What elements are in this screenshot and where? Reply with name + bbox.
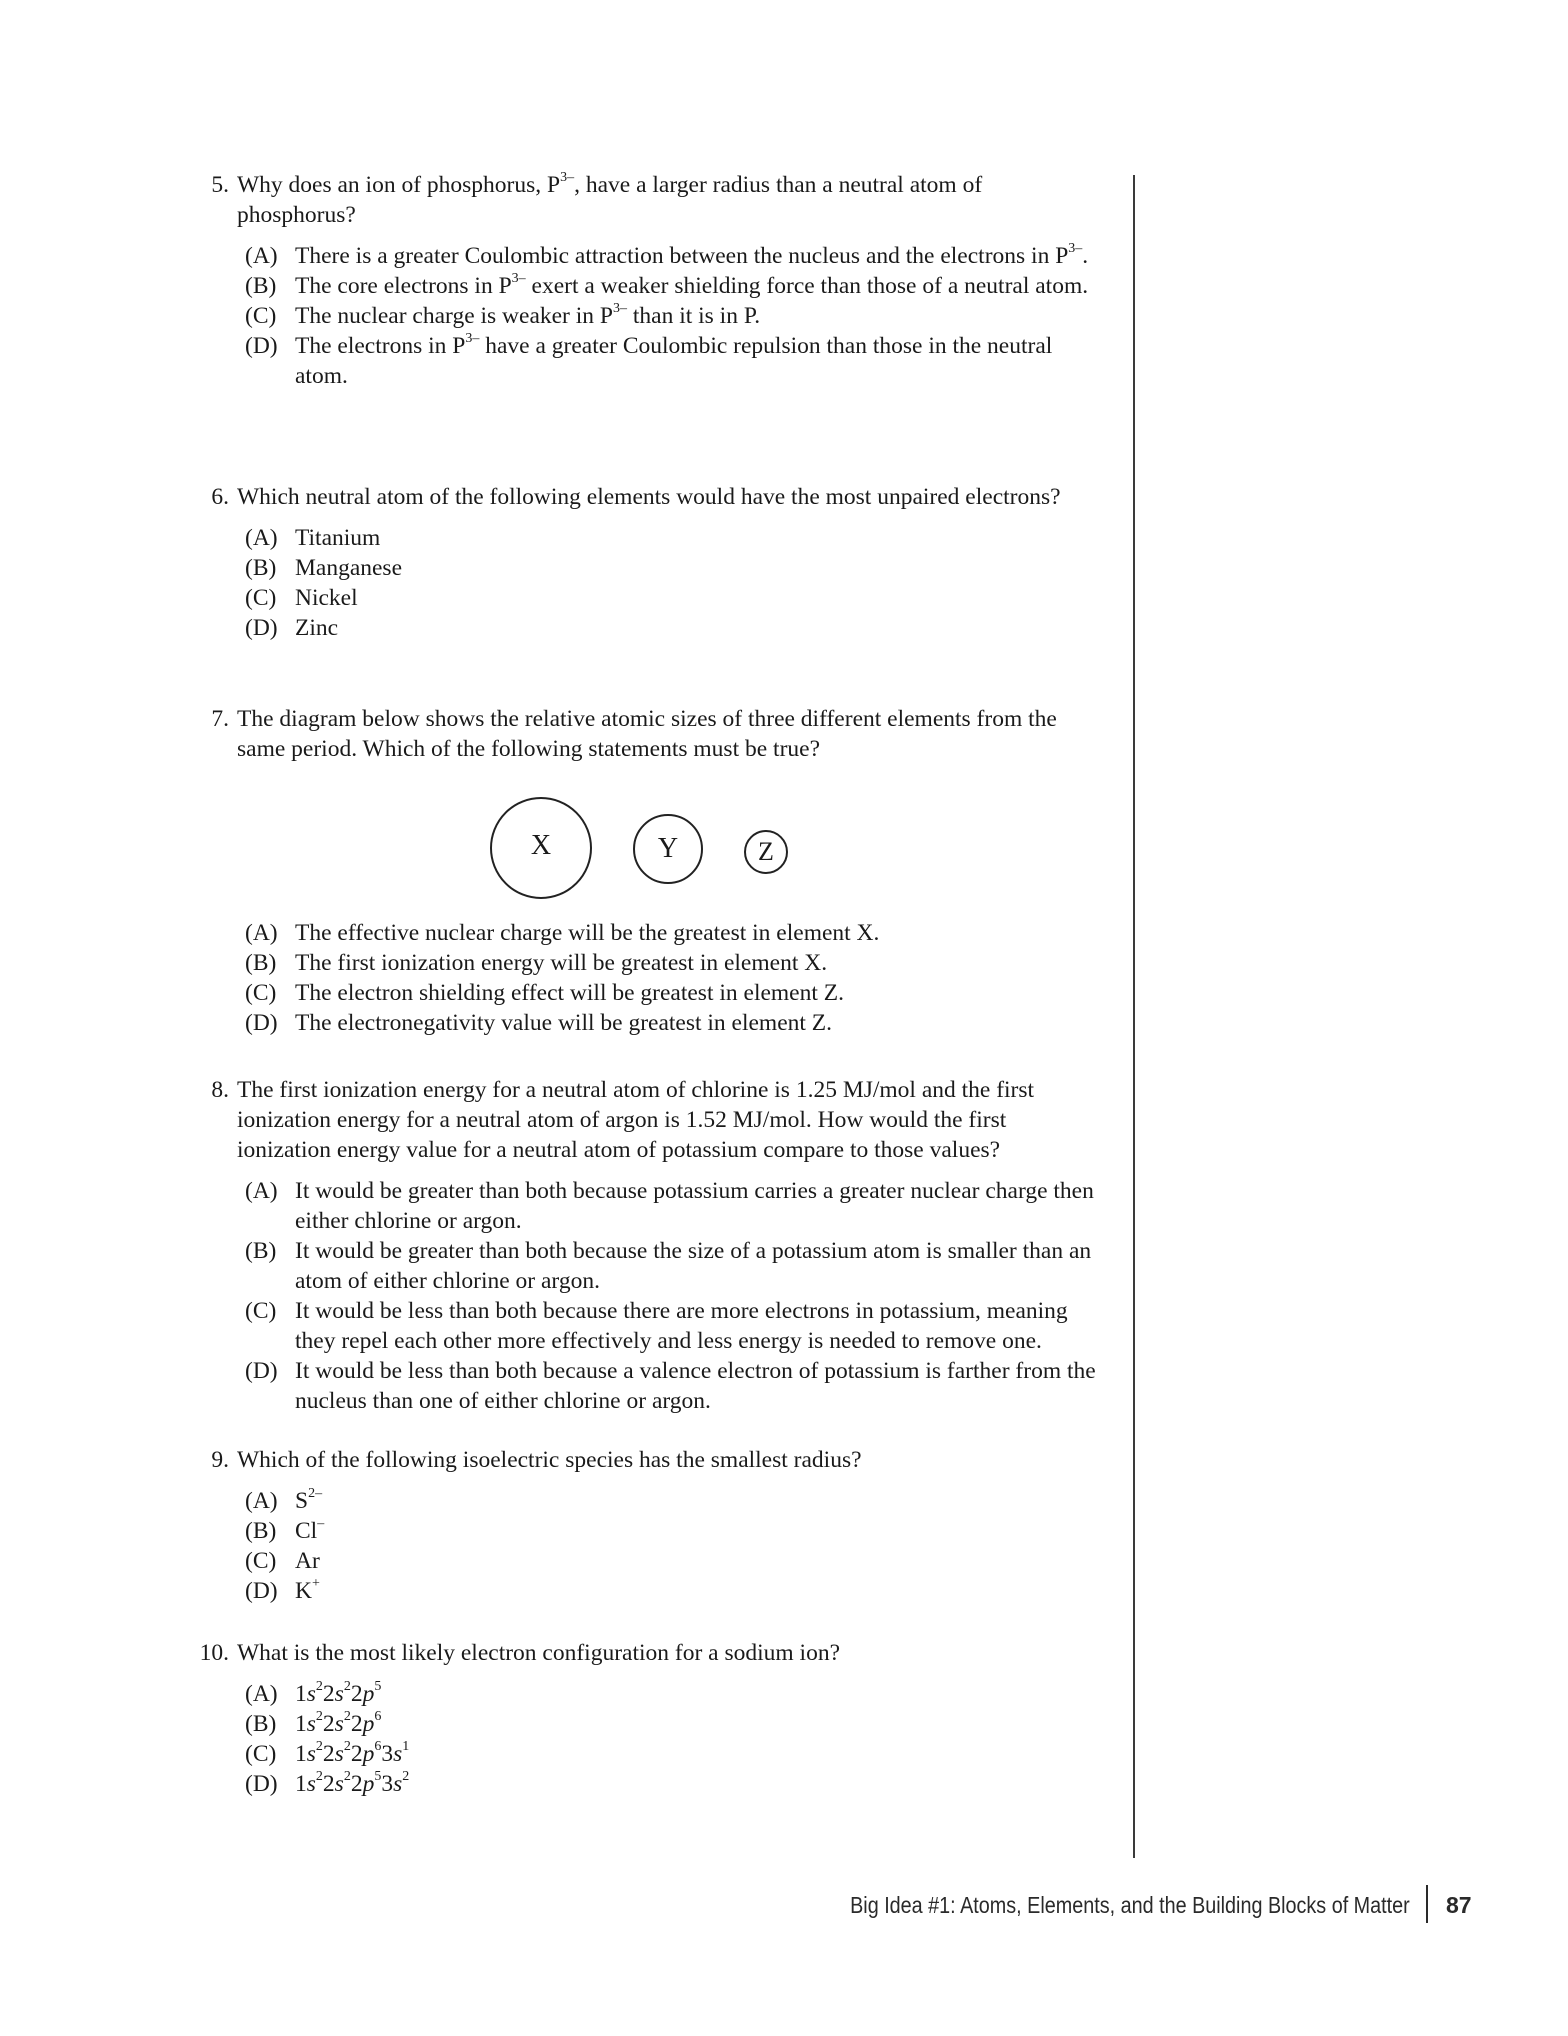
page-footer <box>0 1885 1568 1925</box>
choice-d: (D) $1s^22s^22p^53s^2$ <box>180 1769 1105 1799</box>
answer-choices <box>180 1679 1105 1799</box>
choice-a: (A) $1s^22s^22p^5$ <box>180 1679 1105 1709</box>
choice-c: (C) The nuclear charge is weaker in $P^{3-}$ than it is in P. <box>245 301 761 329</box>
answer-choices <box>180 241 1105 391</box>
question-text: The first ionization energy for a neutral atom of chlorine is 1.25 MJ/mol and the first ionization energy for a neutral atom of argon is 1.52 MJ/mol. How would the first ionization energy value for a neutral atom of potassium compare to those values? <box>237 1077 1035 1163</box>
atom-x-circle: X <box>490 797 592 899</box>
column-divider <box>1133 175 1135 1858</box>
choice-a: (A) $S^{2-}$ <box>245 1486 323 1514</box>
question-8 <box>180 1075 1105 1416</box>
choice-a: (A) Titanium <box>245 525 381 551</box>
question-number: 5. <box>211 172 229 198</box>
question-9 <box>180 1445 1105 1606</box>
question-7-choices <box>180 918 1105 1038</box>
answer-choices <box>180 1486 1105 1606</box>
chapter-title: Big Idea #1: Atoms, Elements, and the Building Blocks of Matter <box>850 1892 1410 1918</box>
electron-config: $1s^22s^22p^53s^2$ <box>295 1769 410 1797</box>
question-text: The diagram below shows the relative atomic sizes of three different elements from the same period. Which of the following statements must be true? <box>237 706 1057 762</box>
choice-d: (D) Zinc <box>245 615 339 641</box>
choice-d: (D) It would be less than both because a valence electron of potassium is farther from the nucleus than one of either chlorine or argon. <box>245 1358 1096 1414</box>
question-number: 6. <box>211 484 229 510</box>
choice-c: (C) The electron shielding effect will be greatest in element Z. <box>245 980 844 1006</box>
question-number: 9. <box>211 1447 229 1473</box>
question-5 <box>180 170 1105 391</box>
electron-config: $1s^22s^22p^63s^1$ <box>295 1739 410 1767</box>
choice-b: (B) It would be greater than both because the size of a potassium atom is smaller than an atom of either chlorine or argon. <box>245 1238 1092 1294</box>
atom-y-circle: Y <box>633 814 703 884</box>
choice-d: (D) K+ <box>245 1576 320 1604</box>
choice-d: (D) The electronegativity value will be greatest in element Z. <box>245 1010 833 1036</box>
question-number: 10. <box>199 1640 229 1666</box>
question-6 <box>180 482 1105 643</box>
choice-c: (C) It would be less than both because there are more electrons in potassium, meaning they repel each other more effectively and less energy is needed to remove one. <box>245 1298 1068 1354</box>
electron-config: $1s^22s^22p^5$ <box>295 1679 382 1707</box>
answer-choices <box>180 1176 1105 1416</box>
choice-c: (C) Ar <box>245 1548 320 1574</box>
choice-b: (B) The first ionization energy will be greatest in element X. <box>245 950 828 976</box>
atomic-size-diagram <box>490 797 810 907</box>
choice-b: (B) The core electrons in $P^{3-}$ exert a weaker shielding force than those of a neutral atom. <box>245 271 1089 299</box>
answer-choices <box>180 918 1105 1038</box>
choice-b: (B) Cl– <box>245 1516 325 1544</box>
answer-choices <box>180 523 1105 643</box>
question-7 <box>180 704 1105 764</box>
question-10 <box>180 1638 1105 1799</box>
atom-z-circle: Z <box>744 830 788 874</box>
question-text: Why does an ion of phosphorus, $P^{3-}$, have a larger radius than a neutral atom of phosphorus? <box>237 170 983 228</box>
choice-c: (C) $1s^22s^22p^63s^1$ <box>180 1739 1105 1769</box>
page-number: 87 <box>1446 1892 1472 1918</box>
choice-d: (D) The electrons in $P^{3-}$ have a greater Coulombic repulsion than those in the neutral atom. <box>245 331 1053 389</box>
choice-b: (B) Manganese <box>245 555 403 581</box>
question-text: Which of the following isoelectric species has the smallest radius? <box>237 1447 862 1473</box>
question-text: What is the most likely electron configuration for a sodium ion? <box>237 1640 841 1666</box>
choice-b: (B) $1s^22s^22p^6$ <box>180 1709 1105 1739</box>
question-text: Which neutral atom of the following elements would have the most unpaired electrons? <box>237 484 1061 510</box>
question-number: 8. <box>211 1077 229 1103</box>
footer-divider <box>1426 1885 1428 1923</box>
choice-a: (A) The effective nuclear charge will be the greatest in element X. <box>245 920 880 946</box>
choice-a: (A) It would be greater than both because potassium carries a greater nuclear charge then either chlorine or argon. <box>245 1178 1094 1234</box>
choice-c: (C) Nickel <box>245 585 358 611</box>
question-number: 7. <box>211 706 229 732</box>
electron-config: $1s^22s^22p^6$ <box>295 1709 382 1737</box>
choice-a: (A) There is a greater Coulombic attraction between the nucleus and the electrons in $P^{3-}$. <box>245 241 1089 269</box>
